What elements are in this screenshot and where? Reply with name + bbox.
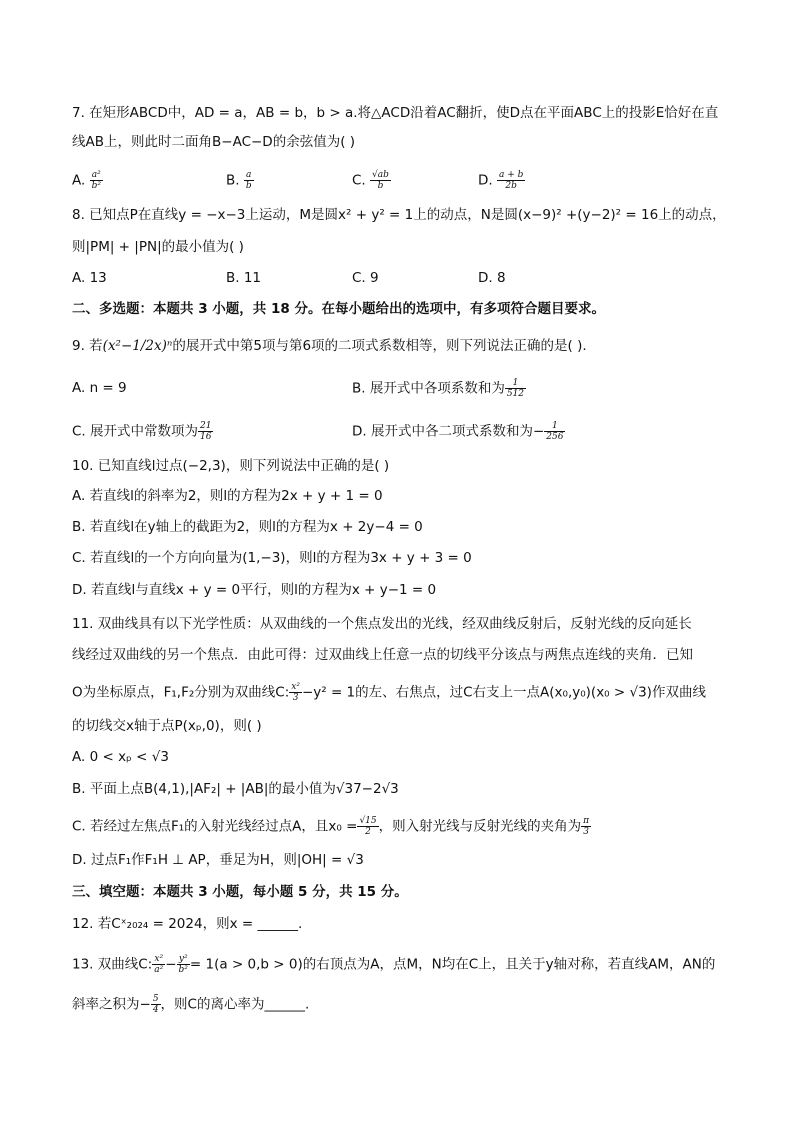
fraction: $\frac{√15}{2}$ bbox=[359, 816, 377, 837]
q13-line-1: 13. 双曲线C: $\frac{\text{x²}}{\text{a²}}$ − $\frac{\text{y²}}{\text{b²}}$ = 1(a > 0,b > 0)的右顶点为A，点M，N均在C上，且关于y轴对称，若直线AM，AN的 bbox=[72, 954, 716, 975]
q11-option-d[interactable]: D. 过点F₁作F₁H ⊥ AP，垂足为H，则|OH| = √3 bbox=[72, 852, 364, 868]
q7-line-2: 线AB上，则此时二面角B−AC−D的余弦值为( ) bbox=[72, 134, 356, 150]
option-label: C. bbox=[352, 172, 366, 189]
q9-option-b[interactable]: B. 展开式中各项系数和为 $\frac{1}{512}$ bbox=[352, 378, 525, 399]
q8-line-1: 8. 已知点P在直线y = −x−3上运动，M是圆x² + y² = 1上的动点，N是圆(x−9)² +(y−2)² = 16上的动点， bbox=[72, 207, 726, 223]
q8-line-2: 则|PM| + |PN|的最小值为( ) bbox=[72, 239, 244, 255]
q8-option-b[interactable]: B. 11 bbox=[226, 270, 262, 286]
fraction: $\frac{√ab}{b}$ bbox=[372, 170, 389, 191]
q11-option-c[interactable]: C. 若经过左焦点F₁的入射光线经过点A，且x₀ = $\frac{√15}{2}$ ，则入射光线与反射光线的夹角为 $\frac{\pi}{3}$ bbox=[72, 816, 590, 837]
fraction: $\frac{\text{x²}}{3}$ bbox=[291, 682, 300, 703]
q11-line-1: 11. 双曲线具有以下光学性质：从双曲线的一个焦点发出的光线，经双曲线反射后，反射光线的反向延长 bbox=[72, 616, 692, 632]
q7-option-d[interactable] bbox=[478, 170, 525, 191]
q9-option-d[interactable]: D. 展开式中各二项式系数和为− $\frac{1}{256}$ bbox=[352, 421, 564, 442]
fraction: $\frac{a + b}{2b}$ bbox=[498, 170, 524, 191]
q10-option-b[interactable]: B. 若直线l在y轴上的截距为2，则l的方程为x + 2y−4 = 0 bbox=[72, 519, 423, 535]
q10-option-a[interactable]: A. 若直线l的斜率为2，则l的方程为2x + y + 1 = 0 bbox=[72, 488, 383, 504]
option-label: A. bbox=[72, 172, 86, 189]
fraction: $\frac{\text{a²}}{\text{b²}}$ bbox=[91, 170, 101, 191]
option-label: B. bbox=[226, 172, 240, 189]
q7-option-c[interactable] bbox=[352, 170, 391, 191]
q8-option-d[interactable]: D. 8 bbox=[478, 270, 506, 286]
q9-expression: (x²−1/2x)ⁿ bbox=[102, 338, 173, 354]
q13-line-2: 斜率之积为− $\frac{5}{4}$ ，则C的离心率为______. bbox=[72, 994, 310, 1015]
q9-option-a[interactable]: A. n = 9 bbox=[72, 380, 127, 396]
fraction: $\frac{21}{16}$ bbox=[200, 421, 212, 442]
q11-line-2: 线经过双曲线的另一个焦点．由此可得：过双曲线上任意一点的切线平分该点与两焦点连线的夹角．已知 bbox=[72, 647, 693, 663]
fraction: $\frac{5}{4}$ bbox=[152, 994, 159, 1015]
fraction: $\frac{\pi}{3}$ bbox=[583, 816, 590, 837]
q9-option-c[interactable]: C. 展开式中常数项为 $\frac{21}{16}$ bbox=[72, 421, 212, 442]
q12-stem: 12. 若Cˣ₂₀₂₄ = 2024，则x = ______. bbox=[72, 916, 303, 932]
q7-option-b[interactable] bbox=[226, 170, 254, 191]
q7-line-1: 7. 在矩形ABCD中，AD = a，AB = b，b > a.将△ACD沿着AC翻折，使D点在平面ABC上的投影E恰好在直 bbox=[72, 105, 719, 121]
section-2-heading: 二、多选题：本题共 3 小题，共 18 分。在每小题给出的选项中，有多项符合题目要求。 bbox=[72, 301, 605, 317]
q9-stem: 9. 若(x²−1/2x)ⁿ的展开式中第5项与第6项的二项式系数相等，则下列说法正确的是( ). bbox=[72, 338, 587, 354]
fraction: $\frac{a}{b}$ bbox=[245, 170, 252, 191]
fraction: $\frac{1}{512}$ bbox=[506, 378, 525, 399]
q10-option-c[interactable]: C. 若直线l的一个方向向量为(1,−3)，则l的方程为3x + y + 3 = 0 bbox=[72, 550, 472, 566]
q8-option-c[interactable]: C. 9 bbox=[352, 270, 379, 286]
q10-option-d[interactable]: D. 若直线l与直线x + y = 0平行，则l的方程为x + y−1 = 0 bbox=[72, 582, 437, 598]
q11-option-b[interactable]: B. 平面上点B(4,1),|AF₂| + |AB|的最小值为√37−2√3 bbox=[72, 781, 399, 797]
q8-option-a[interactable]: A. 13 bbox=[72, 270, 107, 286]
fraction: $\frac{1}{256}$ bbox=[546, 421, 564, 442]
fraction: $\frac{\text{x²}}{\text{a²}}$ bbox=[154, 954, 164, 975]
q10-stem: 10. 已知直线l过点(−2,3)，则下列说法中正确的是( ) bbox=[72, 458, 390, 474]
q11-line-3: O为坐标原点，F₁,F₂分别为双曲线C: $\frac{\text{x²}}{3}$ −y² = 1的左、右焦点，过C右支上一点A(x₀,y₀)(x₀ > √3)作双曲线 bbox=[72, 682, 706, 703]
q7-option-a[interactable] bbox=[72, 170, 103, 191]
option-label: D. bbox=[478, 172, 493, 189]
fraction: $\frac{\text{y²}}{\text{b²}}$ bbox=[178, 954, 188, 975]
q11-line-4: 的切线交x轴于点P(xₚ,0)，则( ) bbox=[72, 718, 262, 734]
section-3-heading: 三、填空题：本题共 3 小题，每小题 5 分，共 15 分。 bbox=[72, 884, 408, 900]
q11-option-a[interactable]: A. 0 < xₚ < √3 bbox=[72, 749, 169, 765]
